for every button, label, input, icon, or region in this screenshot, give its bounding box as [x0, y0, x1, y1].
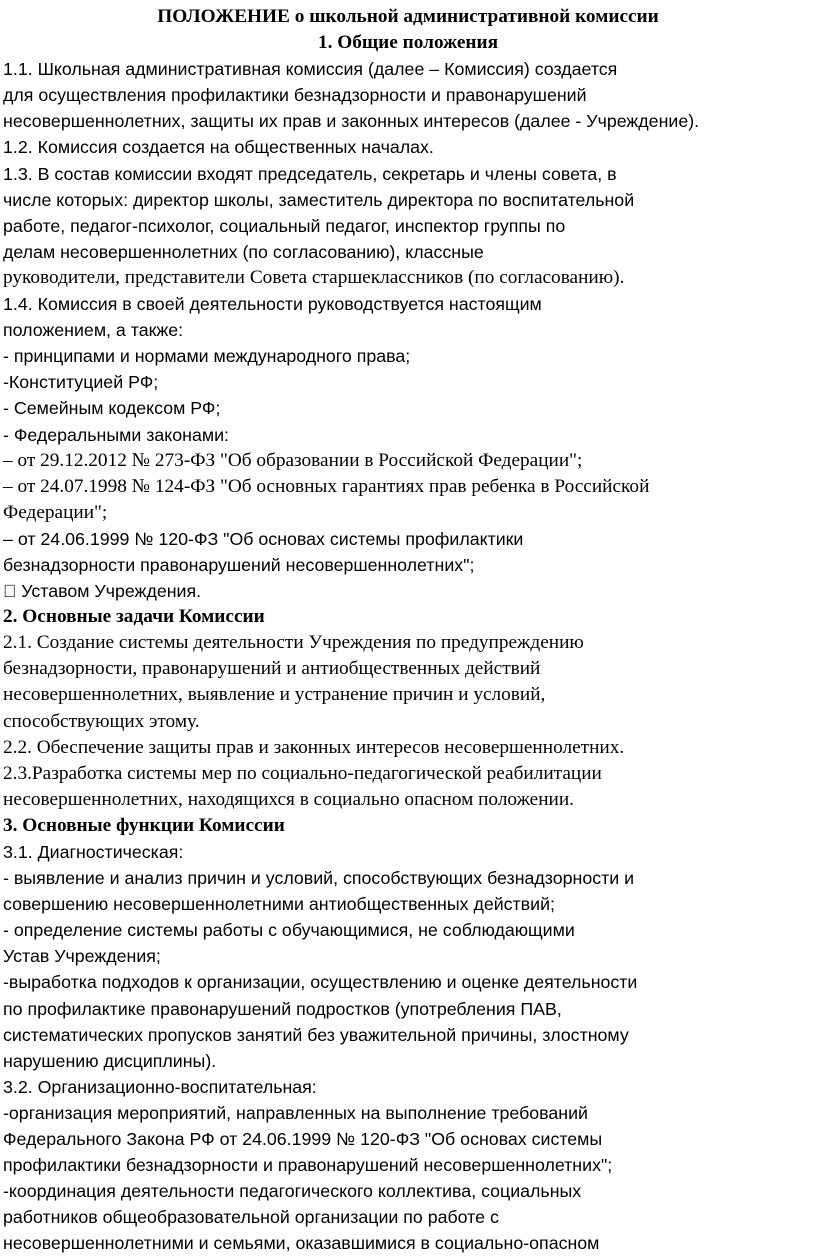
paragraph-line: 2.3.Разработка системы мер по социально-педагогической реабилитации	[3, 762, 602, 784]
paragraph-line: 2.2. Обеспечение защиты прав и законных интересов несовершеннолетних.	[3, 736, 625, 758]
paragraph-line: -выработка подходов к организации, осуществлению и оценке деятельности	[3, 972, 638, 993]
paragraph-line: 1.1. Школьная административная комиссия (далее – Комиссия) создается	[3, 59, 618, 80]
paragraph-line: нарушению дисциплины).	[3, 1050, 217, 1071]
paragraph-line: по профилактике правонарушений подростков (употребления ПАВ,	[3, 998, 562, 1019]
paragraph-line: для осуществления профилактики безнадзорности и правонарушений	[3, 85, 587, 106]
paragraph-line: Устав Учреждения;	[3, 946, 161, 967]
paragraph-line: систематических пропусков занятий без уважительной причины, злостному	[3, 1024, 629, 1045]
paragraph-line: безнадзорности, правонарушений и антиобщественных действий	[3, 658, 541, 680]
paragraph-line: 1.3. В состав комиссии входят председатель, секретарь и члены совета, в	[3, 163, 617, 184]
paragraph-line: - определение системы работы с обучающимися, не соблюдающими	[3, 920, 575, 941]
paragraph-line: совершению несовершеннолетними антиобщественных действий;	[3, 894, 555, 915]
paragraph-line: - Семейным кодексом РФ;	[3, 398, 221, 419]
paragraph-line: -организация мероприятий, направленных на выполнение требований	[3, 1102, 588, 1123]
paragraph-line: - выявление и анализ причин и условий, способствующих безнадзорности и	[3, 868, 635, 889]
paragraph-line: Уставом Учреждения.	[3, 581, 183, 602]
paragraph-line: профилактики безнадзорности и правонарушений несовершеннолетних";	[3, 1155, 613, 1176]
paragraph-line: руководители, представители Совета старшеклассников (по согласованию).	[3, 266, 625, 288]
paragraph-line: 3.1. Диагностическая:	[3, 842, 184, 862]
paragraph-line: несовершеннолетних, защиты их прав и законных интересов (далее - Учреждение).	[3, 111, 700, 132]
paragraph-line: – от 24.07.1998 № 124-ФЗ "Об основных гарантиях прав ребенка в Российской	[3, 475, 650, 497]
paragraph-line: несовершеннолетними и семьями, оказавшимися в социально-опасном	[3, 1233, 600, 1254]
paragraph-line: безнадзорности правонарушений несовершеннолетних";	[3, 554, 475, 575]
paragraph-line: – от 24.06.1999 № 120-ФЗ "Об основах системы профилактики	[3, 528, 524, 549]
paragraph-line: - принципами и нормами международного права;	[3, 346, 411, 367]
paragraph-line: работников общеобразовательной организации по работе с	[3, 1207, 499, 1228]
paragraph-line: 1.2. Комиссия создается на общественных началах.	[3, 137, 434, 158]
paragraph-line: работе, педагог-психолог, социальный педагог, инспектор группы по	[3, 215, 566, 236]
section-heading: 1. Общие положения	[317, 32, 499, 54]
paragraph-line: способствующих этому.	[3, 710, 200, 732]
document-title: ПОЛОЖЕНИЕ о школьной административной комиссии	[157, 6, 659, 27]
paragraph-line: - Федеральными законами:	[3, 424, 229, 445]
paragraph-line: 2.1. Создание системы деятельности Учреждения по предупреждению	[3, 632, 584, 654]
paragraph-line: несовершеннолетних, выявление и устранение причин и условий,	[3, 684, 546, 706]
section-heading: 2. Основные задачи Комиссии	[3, 606, 265, 628]
paragraph-line: 1.4. Комиссия в своей деятельности руководствуется настоящим	[3, 294, 542, 315]
paragraph-line: Федерации";	[3, 501, 108, 523]
paragraph-line: 3.2. Организационно-воспитательная:	[3, 1076, 317, 1097]
paragraph-line: -координация деятельности педагогического коллектива, социальных	[3, 1181, 582, 1202]
paragraph-line: – от 29.12.2012 № 273-ФЗ "Об образовании в Российской Федерации";	[3, 449, 583, 471]
paragraph-line: Федерального Закона РФ от 24.06.1999 № 120-ФЗ "Об основах системы	[3, 1129, 603, 1150]
paragraph-line: положением, а также:	[3, 320, 184, 341]
paragraph-line: делам несовершеннолетних (по согласованию), классные	[3, 241, 484, 262]
paragraph-line: числе которых: директор школы, заместитель директора по воспитательной	[3, 189, 635, 210]
paragraph-line: -Конституцией РФ;	[3, 372, 159, 393]
section-heading: 3. Основные функции Комиссии	[3, 814, 285, 836]
paragraph-line: несовершеннолетних, находящихся в социально опасном положении.	[3, 788, 574, 810]
